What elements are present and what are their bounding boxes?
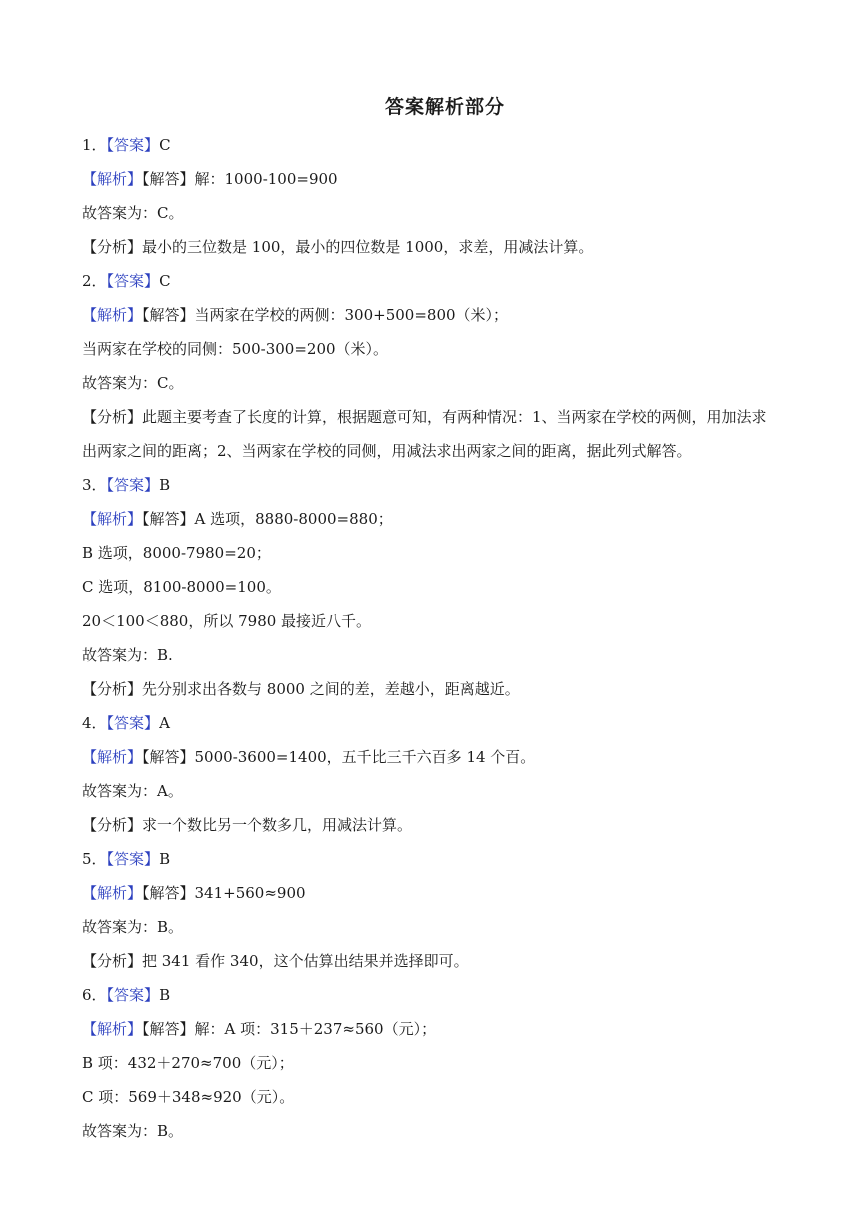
q3-number: 3．	[82, 476, 107, 494]
q6-solution: 【解答】解：A 项：315＋237≈560（元）；	[142, 1020, 437, 1038]
q1-answer: C	[159, 136, 171, 154]
q1-number: 1．	[82, 136, 107, 154]
q2-number: 2．	[82, 272, 107, 290]
q6-answer-tag: 【答案】	[106, 986, 160, 1004]
q1-solution: 【解答】解：1000-100=900	[142, 170, 338, 188]
q3-solution: 【解答】A 选项，8880-8000=880；	[142, 510, 393, 528]
q4-answer-tag: 【答案】	[106, 714, 160, 732]
q2-solution: 【解答】当两家在学校的两侧：300+500=800（米）；	[142, 306, 509, 324]
q6-solution-3: C 项：569＋348≈920（元）。	[82, 1088, 295, 1106]
q2-solution-2: 当两家在学校的同侧：500-300=200（米）。	[82, 340, 389, 358]
q4-answer: A	[159, 714, 170, 732]
q3-answer: B	[159, 476, 171, 494]
q5-answer-tag: 【答案】	[106, 850, 160, 868]
q2-analysis-2: 出两家之间的距离；2、当两家在学校的同侧，用减法求出两家之间的距离，据此列式解答。	[82, 442, 692, 460]
q3-solution-3: C 选项，8100-8000=100。	[82, 578, 281, 596]
q3-answer-line	[82, 468, 812, 502]
q4-number: 4．	[82, 714, 107, 732]
q4-solution: 【解答】5000-3600=1400，五千比三千六百多 14 个百。	[142, 748, 536, 766]
q6-number: 6．	[82, 986, 107, 1004]
q6-answer-line	[82, 978, 812, 1012]
q5-answer-line	[82, 842, 812, 876]
answer-body	[82, 128, 812, 1148]
q5-analysis: 【分析】把 341 看作 340，这个估算出结果并选择即可。	[82, 952, 469, 970]
q2-answer-line	[82, 264, 812, 298]
q5-solution: 【解答】341+560≈900	[142, 884, 306, 902]
q3-solution-4: 20＜100＜880，所以 7980 最接近八千。	[82, 612, 372, 630]
q6-conclusion: 故答案为：B。	[82, 1122, 184, 1140]
q5-conclusion: 故答案为：B。	[82, 918, 184, 936]
q3-conclusion: 故答案为：B.	[82, 646, 173, 664]
page-title: 答案解析部分	[384, 96, 505, 118]
q1-analysis: 【分析】最小的三位数是 100，最小的四位数是 1000，求差，用减法计算。	[82, 238, 594, 256]
q4-conclusion: 故答案为：A。	[82, 782, 183, 800]
q6-solution-line	[82, 1012, 812, 1046]
q1-answer-tag: 【答案】	[106, 136, 160, 154]
q2-answer: C	[159, 272, 171, 290]
q2-solution-line	[82, 298, 812, 332]
q3-analysis-tag: 【解析】	[82, 510, 143, 528]
q4-answer-line	[82, 706, 812, 740]
q6-answer: B	[159, 986, 171, 1004]
q3-analysis: 【分析】先分别求出各数与 8000 之间的差，差越小，距离越近。	[82, 680, 520, 698]
q1-conclusion: 故答案为：C。	[82, 204, 184, 222]
q3-solution-line	[82, 502, 812, 536]
q5-solution-line	[82, 876, 812, 910]
q4-analysis: 【分析】求一个数比另一个数多几，用减法计算。	[82, 816, 413, 834]
q1-analysis-tag: 【解析】	[82, 170, 143, 188]
q4-analysis-tag: 【解析】	[82, 748, 143, 766]
q2-answer-tag: 【答案】	[106, 272, 160, 290]
q2-conclusion: 故答案为：C。	[82, 374, 184, 392]
q5-analysis-tag: 【解析】	[82, 884, 143, 902]
q6-solution-2: B 项：432＋270≈700（元）；	[82, 1054, 294, 1072]
q2-analysis-tag: 【解析】	[82, 306, 143, 324]
q3-solution-2: B 选项，8000-7980=20；	[82, 544, 271, 562]
q5-number: 5．	[82, 850, 107, 868]
q3-answer-tag: 【答案】	[106, 476, 160, 494]
q6-analysis-tag: 【解析】	[82, 1020, 143, 1038]
q1-solution-line	[82, 162, 812, 196]
q4-solution-line	[82, 740, 812, 774]
q2-analysis-1: 【分析】此题主要考查了长度的计算，根据题意可知，有两种情况：1、当两家在学校的两侧，用加法求	[82, 408, 767, 426]
q5-answer: B	[159, 850, 171, 868]
q1-answer-line	[82, 128, 812, 162]
